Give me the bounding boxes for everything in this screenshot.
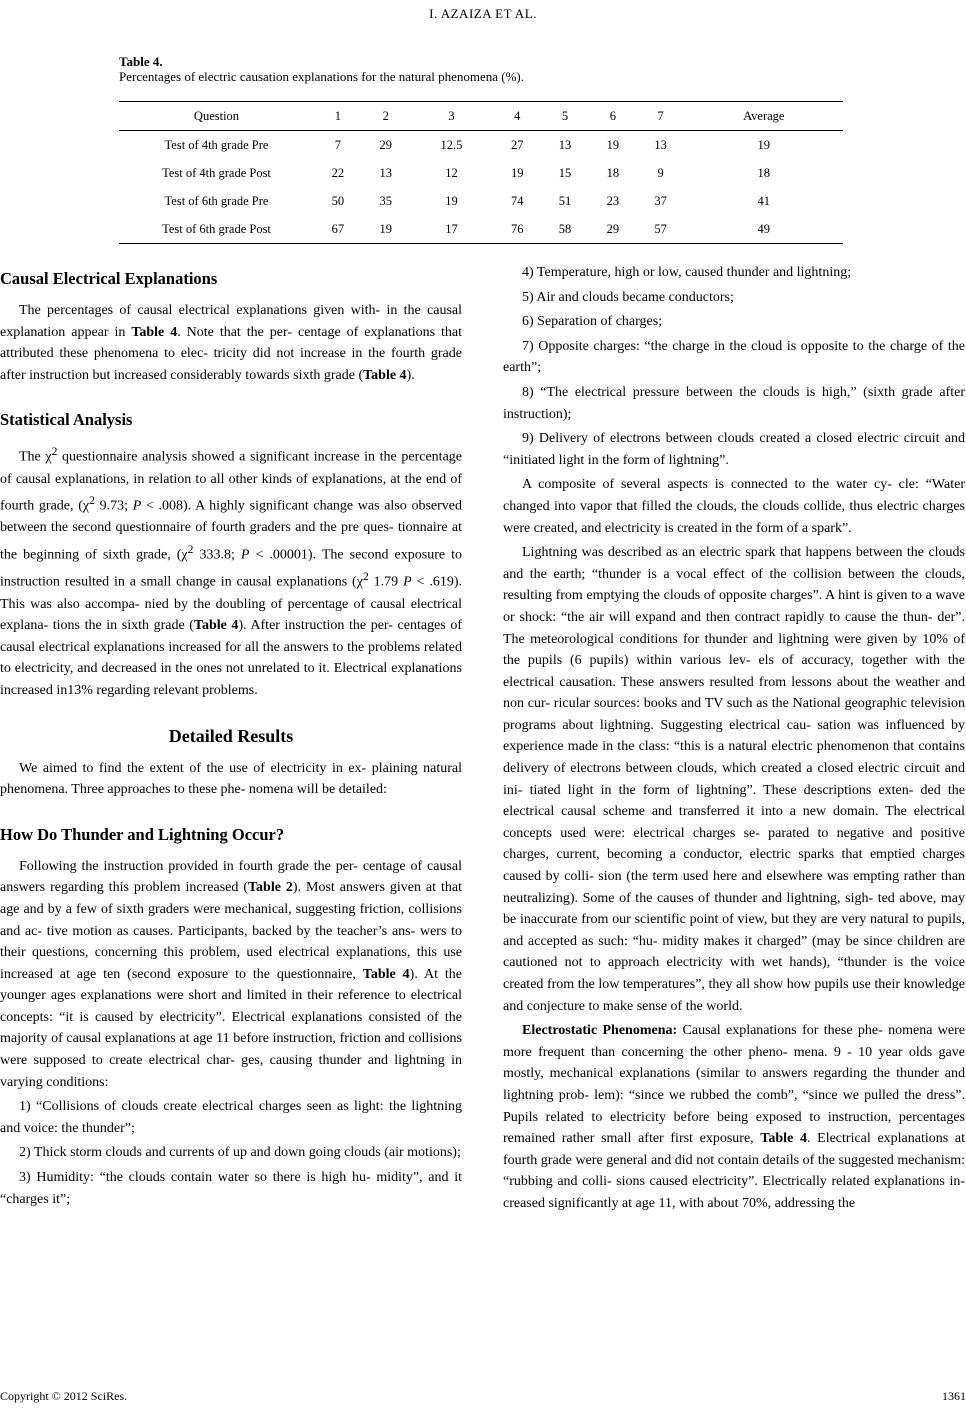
table-header-cell: Question: [193, 108, 240, 123]
table-header-cell: 4: [514, 108, 521, 123]
table-cell: Test of 6th grade Post: [162, 221, 271, 236]
paragraph-lightning: Lightning was described as an electric spark that happens between the clouds and the earth; “thunder is a vocal effect of the collision between the clouds, resulting from emptying the clouds of opposite charges”. A hint is given to a wave or shock: “the air will expand and then contract rapidly to cause the thun- der”. The meteorological conditions for thunder and lightning were given by 10% of the pupils (6 pupils) within various lev- els of accuracy, together with the electrical causation. These answers resulted from lessons about the weather and non cur- ricular sources: books and TV such as the National geographic television programs about lightning. Suggesting electrical cau- sation was influenced by experience made in the class: “this is a natural electric phenomenon that contains delivery of electrons between clouds, which created a closed electric circuit and ini- tiated light in the form of lightning”. These descriptions exten- ded the electrical causal scheme and transferred it into a new domain. The electrical concepts used were: electrical charges se- parated to negative and positive charges, current, becoming a conductor, electric sparks that emptied charges caused by colli- sion (the term used here and elsewhere was empting rather than neutralizing). Some of the causes of thunder and lightning, sigh- ted above, may be inaccurate from our scientific point of view, but they are very natural to pupils, and accepted as such: “hu- midity makes it charged” (may be since children are cautioned not to approach electricity with wet hands), “thunder is the voice created from the low temperatures”, they all show how pupils use their knowledge and conjecture to make sense of the world.: [503, 545, 965, 1014]
table-cell: 22: [331, 165, 345, 180]
text: ).: [406, 367, 415, 383]
table-header-cell: 1: [334, 108, 342, 123]
text: 9.73;: [94, 498, 133, 514]
table-row: [119, 159, 843, 187]
text: ). After instruction the per- centages of causal electrical explanations increased for all the answers to the problems related to electricity, and decreased in the ones not unrelated to it. Electrical explanations increased in13% regarding relevant problems.: [0, 618, 462, 698]
table-cell: 19: [445, 193, 458, 208]
table-cell: 18: [757, 165, 771, 180]
text: < .619). This was also accompa- nied by the doubling of percentage of causal electrical explana- tions the in sixth grade (: [0, 574, 463, 634]
data-table: [119, 101, 843, 244]
table-cell: 9: [657, 165, 664, 180]
table-cell: 13: [558, 137, 572, 152]
table-cell: 19: [379, 221, 392, 236]
paragraph-causal: [0, 300, 462, 386]
text: . Note that the per- centage of explanations that attributed these phenomena to elec- tricity did not increase in the fourth grade after instruction but increased considerably towards sixth grade (: [0, 324, 462, 383]
table-cell: 19: [606, 137, 620, 152]
table-row: [119, 215, 843, 244]
italic-p: P: [403, 574, 412, 590]
table-cell: 35: [379, 193, 392, 208]
table-ref[interactable]: Table 4: [193, 618, 239, 634]
text: < .00001). The second exposure to instruction resulted in a small change in causal explanations (χ: [0, 547, 463, 590]
table-cell: 37: [654, 193, 667, 208]
table-ref[interactable]: Table 4: [131, 324, 178, 340]
table-cell: 12.5: [440, 137, 463, 152]
table-cell: 15: [558, 165, 572, 180]
right-column: [503, 262, 965, 1218]
list-item: 2) Thick storm clouds and currents of up and down going clouds (air motions);: [19, 1145, 461, 1161]
heading-statistical-analysis: Statistical Analysis: [0, 410, 133, 430]
text: 333.8;: [193, 547, 241, 563]
text: ). Most answers given at that age and by a few of sixth graders were mechanical, suggesting friction, collisions and ac- tive motion as causes. Participants, backed by the teacher’s ans- wers to their questions, concerning this problem, used electrical explanations, this use increased at age ten (second exposure to the questionnaire,: [0, 880, 462, 982]
text: Following the instruction provided in fourth grade the per- centage of causal answers regarding this problem increased (: [0, 858, 462, 896]
table-cell: 41: [757, 193, 771, 208]
text: questionnaire analysis showed a significant increase in the percentage of causal explanations, in relation to all other kinds of explanations, at the end of fourth grade, (χ: [0, 450, 462, 514]
list-item: 3) Humidity: “the clouds contain water so there is high hu- midity”, and it “charges it”;: [0, 1170, 462, 1207]
list-item: 6) Separation of charges;: [522, 314, 663, 330]
list-item: 1) “Collisions of clouds create electrical charges seen as light: the lightning and voice: the thunder”;: [0, 1099, 462, 1136]
table-header-row: [119, 102, 843, 131]
table-cell: 23: [606, 193, 620, 208]
table-cell: 29: [379, 137, 392, 152]
table-cell: 27: [510, 137, 524, 152]
table-cell: 51: [558, 193, 572, 208]
table-ref[interactable]: Table 4: [362, 966, 410, 982]
table-caption-text: Percentages of electric causation explanations for the natural phenomena (%).: [119, 69, 524, 84]
table-ref[interactable]: Table 2: [247, 880, 293, 896]
table-cell: 12: [445, 165, 458, 180]
table-cell: 13: [379, 165, 392, 180]
table-cell: Test of 4th grade Post: [162, 165, 271, 180]
text: ). At the younger ages explanations were short and limited in their reference to electrical concepts: “it is caused by electricity”. Electrical explanations consisted of the majority of causal explanations at age 11 before instruction, friction and collisions were supposed to create electrical char- ges, causing thunder and lightning in varying conditions:: [0, 966, 462, 1090]
italic-p: P: [132, 498, 142, 514]
table-cell: 13: [654, 137, 667, 152]
superscript: 2: [187, 543, 194, 557]
table-cell: 76: [510, 221, 524, 236]
running-header: I. AZAIZA ET AL.: [429, 6, 537, 21]
table-cell: 67: [331, 221, 345, 236]
text: The percentages of causal electrical explanations given with- in the causal explanation appear in: [0, 303, 462, 340]
page-number: 1361: [942, 1389, 966, 1403]
table-caption: [119, 54, 524, 84]
table-header-cell: 2: [382, 108, 389, 123]
table-row: [119, 131, 843, 160]
text: . Electrical explanations at fourth grade were general and did not contain details of the suggested mechanism: “rubbing and colli- sions caused electricity”. Electrically related explanations in- creased significantly at age 11, with about 70%, addressing the: [503, 1131, 965, 1211]
table-number: Table 4.: [119, 54, 163, 69]
table-header-cell: Average: [743, 108, 785, 123]
paragraph-statistical: [0, 441, 462, 701]
table-cell: Test of 6th grade Pre: [164, 193, 269, 208]
table-cell: 29: [606, 221, 620, 236]
left-column: [0, 262, 462, 1213]
text: 1.79: [368, 574, 404, 590]
superscript: 2: [362, 570, 369, 584]
table-row: [119, 187, 843, 215]
table-header-cell: 5: [561, 108, 569, 123]
list-item: 9) Delivery of electrons between clouds created a closed electric circuit and “initiated light in the form of lightning”.: [503, 431, 965, 468]
table-header-cell: 3: [448, 108, 455, 123]
table-cell: 17: [445, 221, 458, 236]
table-cell: Test of 4th grade Pre: [164, 137, 269, 152]
table-header-cell: 7: [657, 108, 664, 123]
paragraph-thunder: [0, 856, 462, 1094]
superscript: 2: [51, 445, 58, 459]
text: The χ: [19, 450, 52, 466]
copyright: Copyright © 2012 SciRes.: [0, 1389, 128, 1403]
text: Causal explanations for these phe- nomena were more frequent than concerning the other pheno- mena. 9 - 10 year olds gave mostly, mechanical explanations (similar to answers regarding the thunder and lightning prob- lem): “since we rubbed the comb”, “since we pulled the dress”. Pupils related to electricity before being exposed to instruction, percentages remained rather small after first exposure,: [503, 1023, 965, 1147]
table-cell: 7: [334, 137, 342, 152]
heading-detailed-results: Detailed Results: [168, 725, 294, 746]
heading-thunder-lightning: How Do Thunder and Lightning Occur?: [0, 824, 285, 844]
paragraph-composite: A composite of several aspects is connected to the water cy- cle: “Water changed into vapor that filled the clouds, the clouds collide, thus electric charges were created, and electricity is created in the form of a spark”.: [503, 477, 965, 536]
run-in-heading: Electrostatic Phenomena:: [522, 1023, 678, 1039]
paragraph-electrostatic: [503, 1020, 965, 1214]
list-item: 4) Temperature, high or low, caused thunder and lightning;: [522, 265, 852, 280]
table-ref[interactable]: Table 4: [363, 367, 407, 383]
list-item: 7) Opposite charges: “the charge in the cloud is opposite to the charge of the earth”;: [503, 338, 965, 376]
paragraph-detailed: We aimed to find the extent of the use of electricity in ex- plaining natural phenomena. Three approaches to these phe- nomena will be detailed:: [0, 760, 462, 798]
list-item: 5) Air and clouds became conductors;: [522, 289, 734, 305]
table-cell: 49: [757, 221, 771, 236]
table-header-cell: 6: [609, 108, 616, 123]
table-cell: 57: [654, 221, 667, 236]
table-ref[interactable]: Table 4: [760, 1131, 807, 1147]
table-cell: 19: [510, 165, 524, 180]
table-cell: 18: [606, 165, 620, 180]
italic-p: P: [240, 547, 250, 563]
table-cell: 50: [331, 193, 345, 208]
heading-causal-electrical: Causal Electrical Explanations: [0, 269, 218, 288]
table-cell: 58: [558, 221, 572, 236]
list-item: 8) “The electrical pressure between the clouds is high,” (sixth grade after instruction);: [503, 384, 965, 422]
superscript: 2: [89, 494, 95, 508]
table-cell: 74: [510, 193, 524, 208]
table-cell: 19: [757, 137, 771, 152]
text: < .008). A highly significant change was also observed between the second questionnaire of fourth graders and the pre ques- tionnaire at the beginning of sixth grade, (χ: [0, 498, 462, 563]
